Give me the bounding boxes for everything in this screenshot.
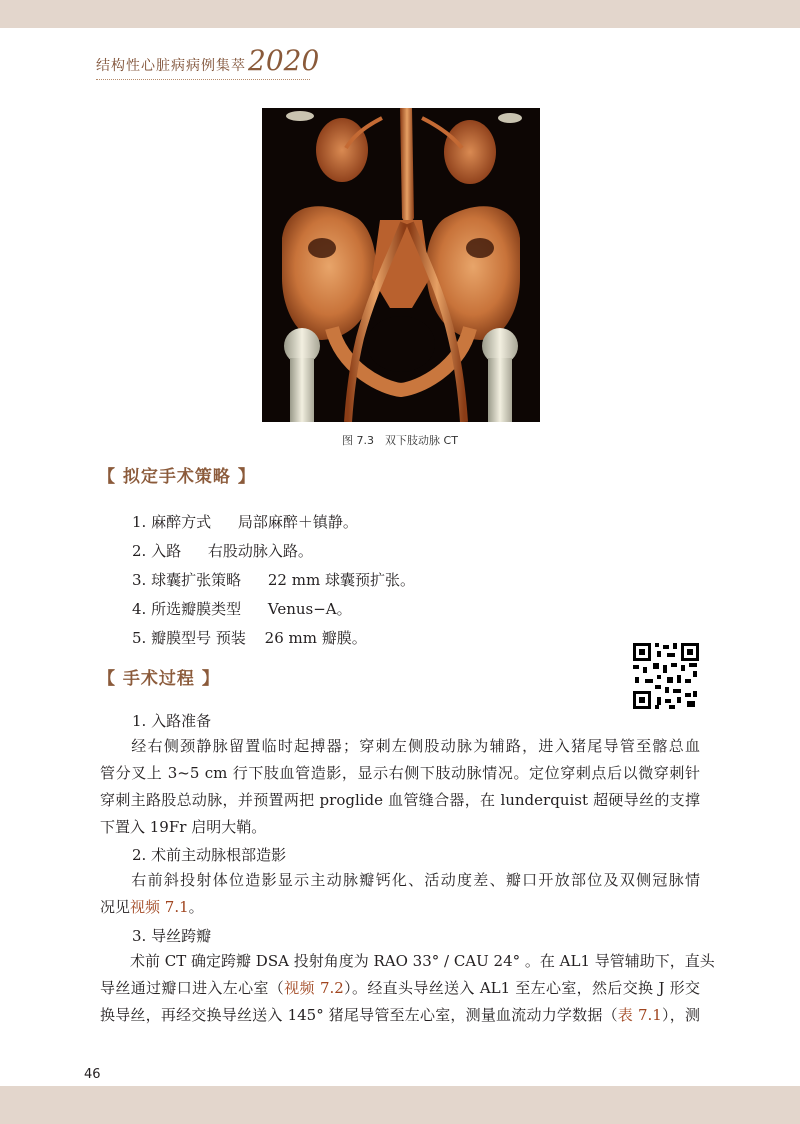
paragraph-line: [100, 975, 700, 1002]
step-2-title: 2. 术前主动脉根部造影: [132, 846, 287, 864]
line-text: 。: [188, 898, 204, 916]
item-label: 麻醉方式: [151, 513, 212, 531]
item-number: 2.: [132, 542, 147, 560]
step-1-title: 1. 入路准备: [132, 712, 212, 730]
bottom-band: [0, 1086, 800, 1124]
strategy-item-1: [132, 512, 358, 532]
item-number: 4.: [132, 600, 147, 618]
step-1-paragraph: [100, 733, 700, 841]
running-head-rule: [96, 79, 310, 80]
line-text: 术前 CT 确定跨瓣 DSA 投射角度为 RAO 33° / CAU 24° 。在 AL1 导管辅助下，直头: [130, 952, 715, 970]
item-number: 5.: [132, 629, 147, 647]
line-text: 况见: [100, 898, 131, 916]
line-text: 下置入 19Fr 启明大鞘。: [100, 818, 267, 836]
item-label: 所选瓣膜类型: [151, 600, 242, 618]
strategy-item-4: [132, 599, 352, 619]
strategy-heading: 【 拟定手术策略 】: [98, 467, 256, 487]
paragraph-line: [100, 787, 700, 814]
strategy-item-3: [132, 570, 415, 590]
figure-caption: 图 7.3 双下肢动脉 CT: [342, 434, 458, 447]
line-text: 穿刺主路股总动脉，并预置两把 proglide 血管缝合器，在 lunderquist 超硬导丝的支撑: [100, 791, 700, 809]
paragraph-line: [100, 894, 700, 921]
item-number: 3.: [132, 571, 147, 589]
line-text: 换导丝，再经交换导丝送入 145° 猪尾导管至左心室，测量血流动力学数据（: [100, 1006, 618, 1024]
item-number: 1.: [132, 513, 147, 531]
item-value: 局部麻醉＋镇静。: [237, 513, 358, 531]
item-value: 22 mm 球囊预扩张。: [267, 571, 415, 589]
video-7-2-link[interactable]: 视频 7.2: [284, 979, 344, 997]
item-label: 球囊扩张策略: [151, 571, 242, 589]
running-head: [96, 44, 319, 78]
book-year: 2020: [248, 44, 320, 77]
item-value: 26 mm 瓣膜。: [264, 629, 367, 647]
paragraph-line: [100, 1002, 700, 1029]
item-value: 右股动脉入路。: [207, 542, 313, 560]
page-number: 46: [84, 1067, 101, 1082]
step-3-paragraph: [100, 948, 715, 1029]
item-label: 瓣膜型号 预装: [151, 629, 246, 647]
paragraph-line: [100, 760, 700, 787]
line-text: ），测: [661, 1006, 700, 1024]
line-text: ）。经直头导丝送入 AL1 至左心室，然后交换 J 形交: [343, 979, 700, 997]
paragraph-line: [100, 814, 700, 841]
paragraph-line: [100, 867, 700, 894]
strategy-item-2: [132, 541, 313, 561]
procedure-heading: 【 手术过程 】: [98, 669, 220, 689]
video-7-1-link[interactable]: 视频 7.1: [130, 898, 189, 916]
step-3-title: 3. 导丝跨瓣: [132, 927, 212, 945]
table-7-1-link[interactable]: 表 7.1: [617, 1006, 662, 1024]
paragraph-line: [100, 733, 700, 760]
line-text: 经右侧颈静脉留置临时起搏器；穿刺左侧股动脉为辅路，进入猪尾导管至髂总血: [130, 737, 700, 755]
step-2-paragraph: [100, 867, 700, 921]
line-text: 管分叉上 3~5 cm 行下肢血管造影，显示右侧下肢动脉情况。定位穿刺点后以微穿刺针: [100, 764, 700, 782]
item-label: 入路: [151, 542, 182, 560]
strategy-item-5: [132, 628, 367, 648]
top-band: [0, 0, 800, 28]
item-value: Venus−A。: [267, 600, 352, 618]
qr-code-graphic: [631, 641, 701, 711]
line-text: 右前斜投射体位造影显示主动脉瓣钙化、活动度差、瓣口开放部位及双侧冠脉情: [130, 871, 700, 889]
ct-figure-image: [262, 108, 540, 422]
paragraph-line: [100, 948, 715, 975]
qr-code-icon[interactable]: [631, 641, 701, 711]
ct-pelvis-illustration: [262, 108, 540, 422]
line-text: 导丝通过瓣口进入左心室（: [100, 979, 285, 997]
book-title: 结构性心脏病病例集萃: [96, 58, 246, 74]
